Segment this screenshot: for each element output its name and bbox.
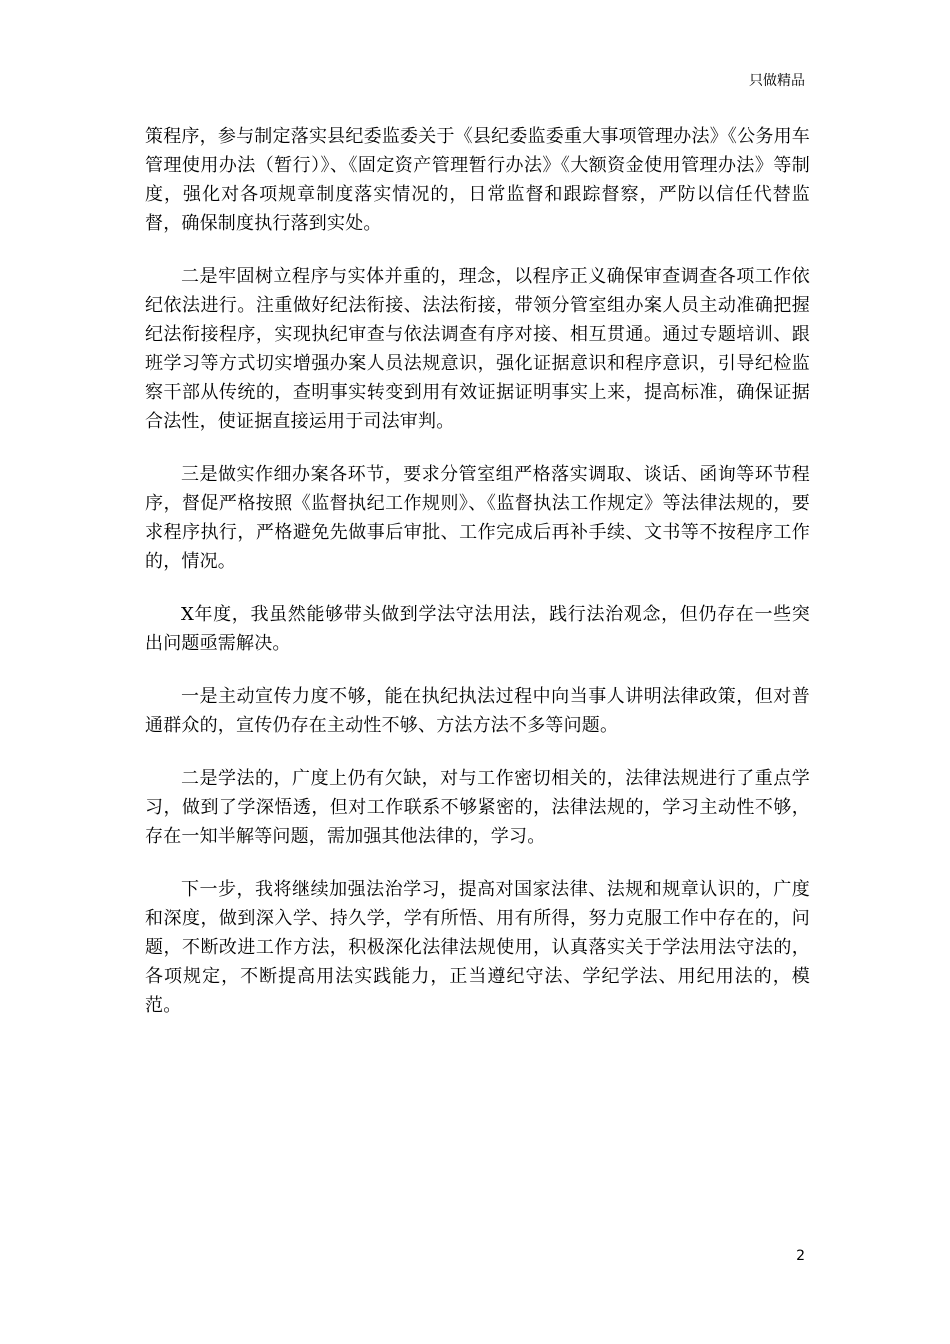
paragraph-annual-summary: X年度，我虽然能够带头做到学法守法用法，践行法治观念，但仍存在一些突出问题亟需解决。: [145, 604, 810, 654]
document-body: [145, 122, 810, 1044]
paragraph-case-handling: 三是做实作细办案各环节，要求分管室组严格落实调取、谈话、函询等环节程序，督促严格按照《监督执纪工作规则》、《监督执法工作规定》等法律法规的，要求程序执行，严格避免先做事后审批、工作完成后再补手续、文书等不按程序工作的，情况。: [145, 464, 810, 572]
paragraph-problem-two: 二是学法的，广度上仍有欠缺，对与工作密切相关的，法律法规进行了重点学习，做到了学深悟透，但对工作联系不够紧密的，法律法规的，学习主动性不够，存在一知半解等问题，需加强其他法律的，学习。: [145, 768, 810, 847]
page-number: 2: [796, 1248, 805, 1264]
paragraph-next-steps: 下一步，我将继续加强法治学习，提高对国家法律、法规和规章认识的，广度和深度，做到深入学、持久学，学有所悟、用有所得，努力克服工作中存在的，问题，不断改进工作方法，积极深化法律法规使用，认真落实关于学法用法守法的，各项规定，不断提高用法实践能力，正当遵纪守法、学纪学法、用纪用法的，模范。: [145, 879, 810, 1016]
paragraph-continuation: 策程序，参与制定落实县纪委监委关于《县纪委监委重大事项管理办法》《公务用车管理使用办法（暂行）》、《固定资产管理暂行办法》《大额资金使用管理办法》等制度，强化对各项规章制度落实情况的，日常监督和跟踪督察，严防以信任代替监督，确保制度执行落到实处。: [145, 126, 810, 234]
paragraph-procedure: 二是牢固树立程序与实体并重的，理念，以程序正义确保审查调查各项工作依纪依法进行。注重做好纪法衔接、法法衔接，带领分管室组办案人员主动准确把握纪法衔接程序，实现执纪审查与依法调查有序对接、相互贯通。通过专题培训、跟班学习等方式切实增强办案人员法规意识，强化证据意识和程序意识，引导纪检监察干部从传统的，查明事实转变到用有效证据证明事实上来，提高标准，确保证据合法性，使证据直接运用于司法审判。: [145, 266, 810, 432]
paragraph-problem-one: 一是主动宣传力度不够，能在执纪执法过程中向当事人讲明法律政策，但对普通群众的，宣传仍存在主动性不够、方法方法不多等问题。: [145, 686, 810, 736]
page-header: 只做精品: [749, 73, 805, 89]
